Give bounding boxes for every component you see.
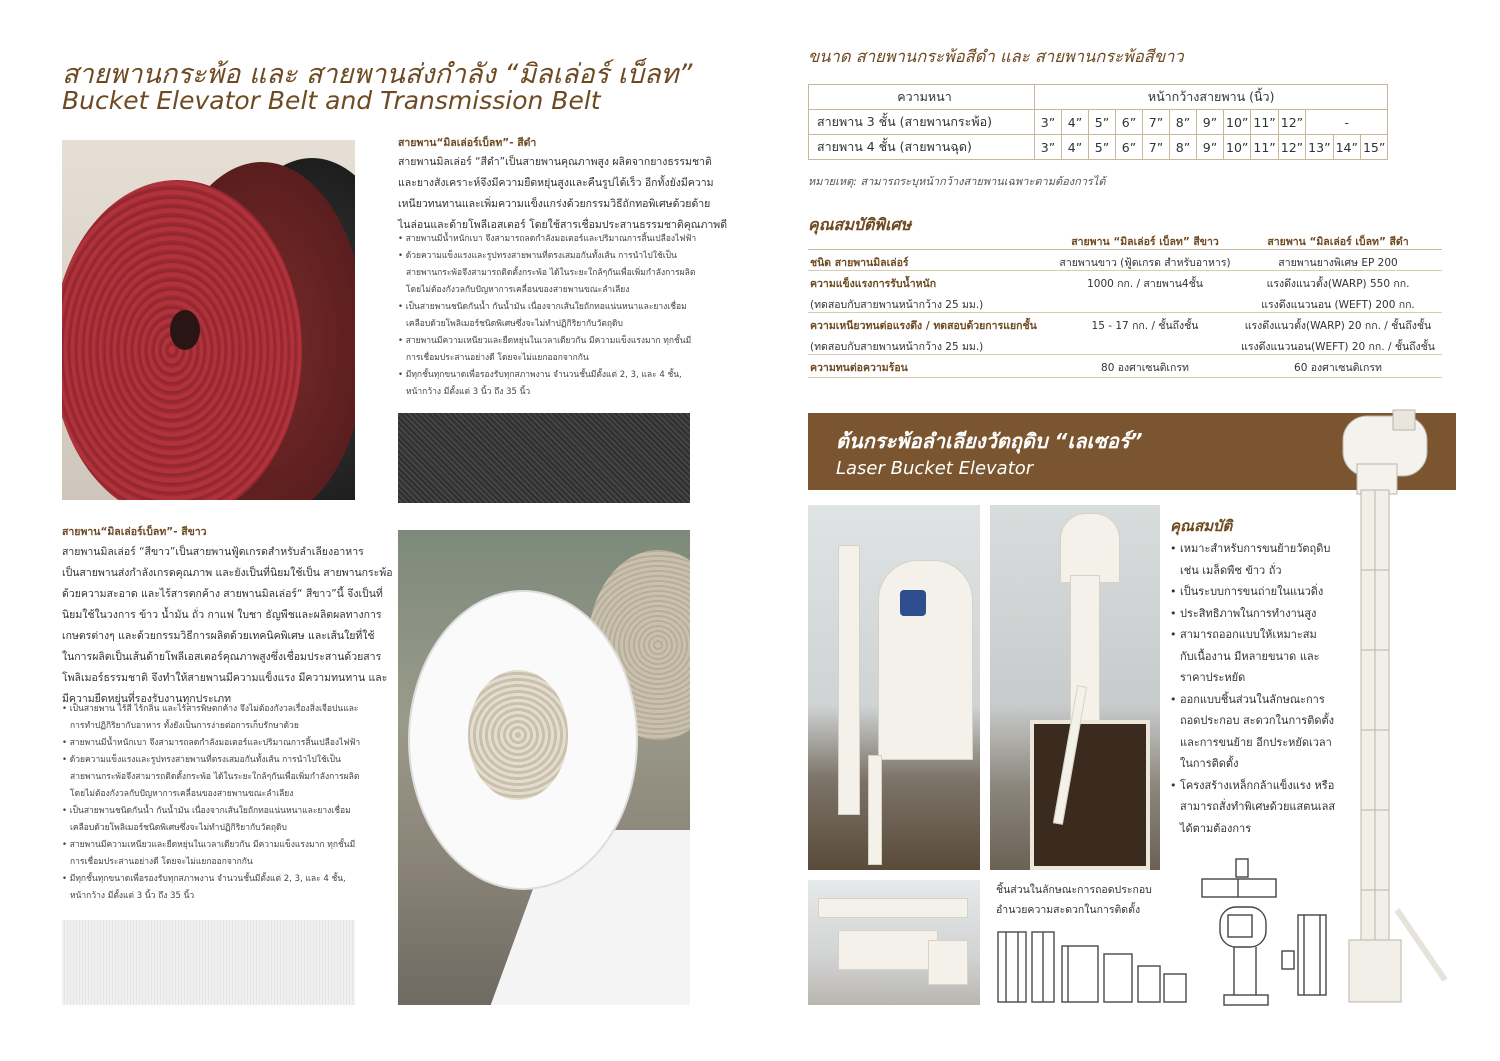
black-belt-heading: สายพาน“มิลเล่อร์เบ็ลท”- สีดำ — [398, 137, 537, 149]
elevator-installation-photo — [808, 505, 980, 870]
white-belt-texture-photo — [62, 920, 355, 1005]
table-row: สายพาน 3 ชั้น (สายพานกระพ้อ) 3” 4” 5” 6” 7” 8” 9” 10” 11” 12” - — [809, 110, 1388, 135]
list-item: • เป็นสายพานชนิดกันน้ำ กันน้ำมัน เนื่องจากเส้นใยถักทอแน่นหนาและยางเชื่อม — [62, 803, 360, 820]
black-belt-description: สายพานมิลเล่อร์ “สีดำ”เป็นสายพานคุณภาพสูง ผลิตจากยางธรรมชาติ และยางสังเคราะห์จึงมีความยืดหยุ่นสูงและคืนรูปได้เร็ว อีกทั้งยังมีความ เหนียวทนทานและเพิ่มความแข็งแกร่งด้วยกรรมวิธีถักทอพิเศษด้วยด้าย ไนล่อนและด้ายโพลีเอสเตอร์ โดยใช้สารเชื่อมประสานธรรมชาติคุณภาพดี — [398, 156, 728, 231]
white-belt-heading: สายพาน“มิลเล่อร์เบ็ลท”- สีขาว — [62, 526, 207, 538]
special-properties-title: คุณสมบัติพิเศษ — [808, 215, 912, 234]
row-label: สายพาน 3 ชั้น (สายพานกระพ้อ) — [809, 110, 1035, 135]
width-header: หน้ากว้างสายพาน (นิ้ว) — [1035, 85, 1388, 110]
adhesion-label: ความเหนียวทนต่อแรงดึง / ทดสอบด้วยการแยกชั้น — [810, 320, 1037, 332]
list-item: • ออกแบบชิ้นส่วนในลักษณะการ — [1170, 689, 1335, 711]
adhesion-black-weft: แรงดึงแนวนอน(WEFT) 20 กก. / ชั้นถึงชั้น — [1241, 341, 1435, 353]
heat-black: 60 องศาเซนติเกรท — [1294, 362, 1382, 374]
list-item: • เป็นระบบการขนถ่ายในแนวดิ่ง — [1170, 581, 1335, 603]
load-label: ความแข็งแรงการรับน้ำหนัก — [810, 278, 937, 290]
black-belt-roll-photo — [62, 140, 355, 500]
list-item: • สายพานมีความเหนียวและยืดหยุ่นในเวลาเดียวกัน มีความแข็งแรงมาก ทุกชั้นมี — [398, 333, 696, 350]
black-belt-bullets: • สายพานมีน้ำหนักเบา จึงสามารถลดกำลังมอเตอร์และปริมาณการสิ้นเปลืองไฟฟ้า • ด้วยความแข็งแรงและรูปทรงสายพานที่ตรงเสมอกันทั้งเส้น การนำไปใช้เป็น สายพานกระพ้อจึงสามารถติดตั้งกระพ้อ ได้ในระยะใกล้ๆกันเพื่อเพิ่มกำลังการผลิต โดยไม่ต้องกังวลกับปัญหาการเคลื่อนของสายพานขณะลำเลียง • เป็นสายพานชนิดกันน้ำ กันน้ำมัน เนื่องจากเส้นใยถักทอแน่นหนาและยางเชื่อม เคลือบด้วยโพลิเมอร์ชนิดพิเศษซึ่งจะไม่ทำปฏิกิริยากับวัตถุดิบ • สายพานมีความเหนียวและยืดหยุ่นในเวลาเดียวกัน มีความแข็งแรงมาก ทุกชั้นมี การเชื่อมประสานอย่างดี โดยจะไม่แยกออกจากกัน • มีทุกชั้นทุกขนาดเพื่อรองรับทุกสภาพงาน จำนวนชั้นมีตั้งแต่ 2, 3, และ 4 ชั้น, หน้ากว้าง มีตั้งแต่ 3 นิ้ว ถึง 35 นิ้ว — [398, 231, 696, 401]
load-sub: (ทดสอบกับสายพานหน้ากว้าง 25 มม.) — [810, 299, 984, 311]
parts-caption: ชิ้นส่วนในลักษณะการถอดประกอบ อำนวยความสะดวกในการติดตั้ง — [996, 884, 1152, 916]
properties-title: คุณสมบัติ — [1170, 517, 1233, 535]
divider — [808, 354, 1442, 355]
divider — [808, 377, 1442, 378]
size-table-title: ขนาด สายพานกระพ้อสีดำ และ สายพานกระพ้อสีขาว — [808, 47, 1184, 66]
table-row: สายพาน 4 ชั้น (สายพานฉุด) 3” 4” 5” 6” 7” 8” 9” 10” 11” 12” 13” 14” 15” — [809, 135, 1388, 160]
properties-list: • เหมาะสำหรับการขนย้ายวัตถุดิบ เช่น เมล็ดพืช ข้าว ถั่ว • เป็นระบบการขนถ่ายในแนวดิ่ง • ประสิทธิภาพในการทำงานสูง • สามารถออกแบบให้เหมาะสม กับเนื้องาน มีหลายขนาด และ ราคาประหยัด • ออกแบบชิ้นส่วนในลักษณะการ ถอดประกอบ สะดวกในการติดตั้ง และการขนย้าย อีกประหยัดเวลา ในการติดตั้ง • โครงสร้างเหล็กกล้าแข็งแรง หรือ สามารถสั่งทำพิเศษด้วยแสตนเลส ได้ตามต้องการ — [1170, 538, 1335, 839]
white-belt-roll-photo — [398, 530, 690, 1005]
list-item: • ประสิทธิภาพในการทำงานสูง — [1170, 603, 1335, 625]
adhesion-black-warp: แรงดึงแนวตั้ง(WARP) 20 กก. / ชั้นถึงชั้น — [1244, 320, 1432, 332]
adhesion-sub: (ทดสอบกับสายพานหน้ากว้าง 25 มม.) — [810, 341, 984, 353]
disassembled-parts-photo — [808, 880, 980, 1005]
heat-white: 80 องศาเซนติเกรท — [1101, 362, 1189, 374]
divider — [808, 312, 1442, 313]
load-black-warp: แรงดึงแนวตั้ง(WARP) 550 กก. — [1266, 278, 1410, 290]
list-item: • มีทุกชั้นทุกขนาดเพื่อรองรับทุกสภาพงาน จำนวนชั้นมีตั้งแต่ 2, 3, และ 4 ชั้น, — [398, 367, 696, 384]
list-item: • สายพานมีความเหนียวและยืดหยุ่นในเวลาเดียวกัน มีความแข็งแรงมาก ทุกชั้นมี — [62, 837, 360, 854]
divider — [808, 249, 1442, 250]
tall-elevator-render — [1335, 380, 1455, 1012]
list-item: • เป็นสายพาน ไร้สี ไร้กลิ่น และไร้สารพิษตกค้าง จึงไม่ต้องกังวลเรื่องสิ่งเจือปนและ — [62, 701, 360, 718]
col-header-white: สายพาน “มิลเล่อร์ เบ็ลท” สีขาว — [1071, 236, 1219, 248]
type-black: สายพานยางพิเศษ EP 200 — [1278, 257, 1398, 269]
heat-label: ความทนต่อความร้อน — [810, 362, 908, 374]
load-black-weft: แรงดึงแนวนอน (WEFT) 200 กก. — [1261, 299, 1415, 311]
list-item: • เหมาะสำหรับการขนย้ายวัตถุดิบ — [1170, 538, 1335, 560]
adhesion-white: 15 - 17 กก. / ชั้นถึงชั้น — [1091, 320, 1199, 332]
white-belt-bullets: • เป็นสายพาน ไร้สี ไร้กลิ่น และไร้สารพิษตกค้าง จึงไม่ต้องกังวลเรื่องสิ่งเจือปนและ การทำปฏิกิริยากับอาหาร ทั้งยังเป็นการง่ายต่อการเก็บรักษาด้วย • สายพานมีน้ำหนักเบา จึงสามารถลดกำลังมอเตอร์และปริมาณการสิ้นเปลืองไฟฟ้า • ด้วยความแข็งแรงและรูปทรงสายพานที่ตรงเสมอกันทั้งเส้น การนำไปใช้เป็น สายพานกระพ้อจึงสามารถติดตั้งกระพ้อ ได้ในระยะใกล้ๆกันเพื่อเพิ่มกำลังการผลิต โดยไม่ต้องกังวลกับปัญหาการเคลื่อนของสายพานขณะลำเลียง • เป็นสายพานชนิดกันน้ำ กันน้ำมัน เนื่องจากเส้นใยถักทอแน่นหนาและยางเชื่อม เคลือบด้วยโพลิเมอร์ชนิดพิเศษซึ่งจะไม่ทำปฏิกิริยากับวัตถุดิบ • สายพานมีความเหนียวและยืดหยุ่นในเวลาเดียวกัน มีความแข็งแรงมาก ทุกชั้นมี การเชื่อมประสานอย่างดี โดยจะไม่แยกออกจากกัน • มีทุกชั้นทุกขนาดเพื่อรองรับทุกสภาพงาน จำนวนชั้นมีตั้งแต่ 2, 3, และ 4 ชั้น, หน้ากว้าง มีตั้งแต่ 3 นิ้ว ถึง 35 นิ้ว — [62, 701, 360, 905]
elevator-hopper-photo — [990, 505, 1160, 870]
type-white: สายพานขาว (ฟู้ดเกรด สำหรับอาหาร) — [1059, 257, 1231, 269]
list-item: • มีทุกชั้นทุกขนาดเพื่อรองรับทุกสภาพงาน จำนวนชั้นมีตั้งแต่ 2, 3, และ 4 ชั้น, — [62, 871, 360, 888]
list-item: • โครงสร้างเหล็กกล้าแข็งแรง หรือ — [1170, 775, 1335, 797]
divider — [808, 270, 1442, 271]
list-item: • สามารถออกแบบให้เหมาะสม — [1170, 624, 1335, 646]
thickness-header: ความหนา — [809, 85, 1035, 110]
table-row — [809, 85, 1388, 110]
belt-size-table — [808, 84, 1388, 160]
load-white: 1000 กก. / สายพาน4ชั้น — [1087, 278, 1203, 290]
list-item: • ด้วยความแข็งแรงและรูปทรงสายพานที่ตรงเสมอกันทั้งเส้น การนำไปใช้เป็น — [62, 752, 360, 769]
parts-line-drawing — [992, 926, 1192, 1006]
type-label: ชนิด สายพานมิลเล่อร์ — [810, 257, 909, 269]
black-belt-texture-photo — [398, 413, 690, 503]
row-label: สายพาน 4 ชั้น (สายพานฉุด) — [809, 135, 1035, 160]
page-title-thai: สายพานกระพ้อ และ สายพานส่งกำลัง “มิลเล่อร์ เบ็ลท” — [62, 59, 693, 90]
col-header-black: สายพาน “มิลเล่อร์ เบ็ลท” สีดำ — [1267, 236, 1409, 248]
list-item: • ด้วยความแข็งแรงและรูปทรงสายพานที่ตรงเสมอกันทั้งเส้น การนำไปใช้เป็น — [398, 248, 696, 265]
page-title-english: Bucket Elevator Belt and Transmission Belt — [62, 86, 601, 115]
size-note: หมายเหตุ: สามารถระบุหน้ากว้างสายพานเฉพาะตามต้องการได้ — [808, 175, 1106, 188]
elevator-technical-drawing — [1198, 855, 1330, 1007]
list-item: • สายพานมีน้ำหนักเบา จึงสามารถลดกำลังมอเตอร์และปริมาณการสิ้นเปลืองไฟฟ้า — [398, 231, 696, 248]
elevator-title-english: Laser Bucket Elevator — [836, 458, 1034, 479]
elevator-title-thai: ต้นกระพ้อลำเลียงวัตถุดิบ “เลเซอร์” — [836, 429, 1143, 453]
list-item: • สายพานมีน้ำหนักเบา จึงสามารถลดกำลังมอเตอร์และปริมาณการสิ้นเปลืองไฟฟ้า — [62, 735, 360, 752]
list-item: • เป็นสายพานชนิดกันน้ำ กันน้ำมัน เนื่องจากเส้นใยถักทอแน่นหนาและยางเชื่อม — [398, 299, 696, 316]
white-belt-description: สายพานมิลเล่อร์ “สีขาว”เป็นสายพานฟู้ดเกรดสำหรับลำเลียงอาหาร เป็นสายพานส่งกำลังเกรดคุณภาพ และยังเป็นที่นิยมใช้เป็น สายพานกระพ้อ ด้วยความสะอาด และไร้สารตกค้าง สายพานมิลเล่อร์“ สีขาว”นี้ จึงเป็นที่ นิยมใช้ในวงการ ข้าว น้ำมัน ถั่ว กาแฟ ใบชา ธัญพืชและผลิตผลทางการ เกษตรต่างๆ และด้วยกรรมวิธีการผลิตด้วยเทคนิคพิเศษ และเส้นใยที่ใช้ ในการผลิตเป็นเส้นด้ายโพลีเอสเตอร์คุณภาพสูงซึ่งเชื่อมประสานด้วยสาร โพลิเมอร์ธรรมชาติ จึงทำให้สายพานมีความแข็งแรง มีความทนทาน และ มีความยืดหยุ่นที่รองรับงานทุกประเภท — [62, 546, 393, 705]
